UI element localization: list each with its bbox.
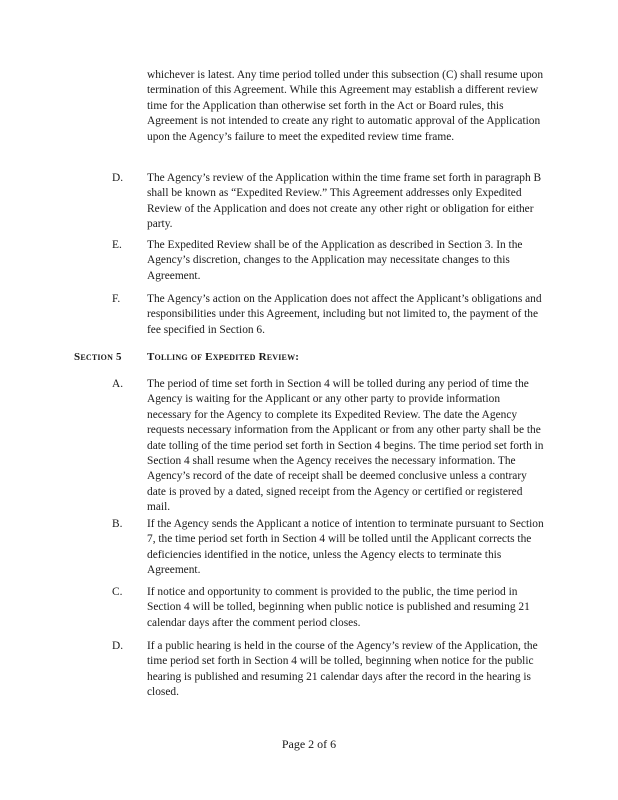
item-text-4f: The Agency’s action on the Application does not affect the Applicant’s obligations and responsibilities under this Agreement, including but not limited to, the payment of the fee specified in Section 6.: [147, 293, 542, 336]
item-letter-4f: F.: [112, 293, 121, 305]
item-letter-5b: B.: [112, 518, 123, 530]
item-text-5b: If the Agency sends the Applicant a notice of intention to terminate pursuant to Section 7, the time period set forth in Section 4 will be tolled until the Applicant corrects the deficiencies identified in the notice, unless the Agency elects to terminate this Agreement.: [147, 518, 544, 577]
item-letter-4e: E.: [112, 239, 122, 251]
continuation-paragraph: whichever is latest. Any time period tolled under this subsection (C) shall resume upon termination of this Agreement. While this Agreement may establish a different review time for the Application than otherwise set forth in the Act or Board rules, this Agreement is not intended to create any right to automatic approval of the Application upon the Agency’s failure to meet the expedited review time frame.: [147, 69, 544, 143]
item-text-5c: If notice and opportunity to comment is provided to the public, the time period in Section 4 will be tolled, beginning when public notice is published and resuming 21 calendar days after the comment period closes.: [147, 586, 530, 629]
item-letter-4d: D.: [112, 172, 124, 184]
item-text-4e: The Expedited Review shall be of the Application as described in Section 3. In the Agency’s discretion, changes to the Application may necessitate changes to this Agreement.: [147, 239, 523, 282]
item-letter-5a: A.: [112, 378, 124, 390]
item-text-5d: If a public hearing is held in the course of the Agency’s review of the Application, the time period set forth in Section 4 will be tolled, beginning when notice for the public hearing is published and resuming 21 calendar days after the record in the hearing is closed.: [147, 640, 538, 699]
item-text-4d: The Agency’s review of the Application within the time frame set forth in paragraph B shall be known as “Expedited Review.” This Agreement addresses only Expedited Review of the Application and does not create any other right or obligation for either party.: [147, 172, 542, 231]
item-text-5a: The period of time set forth in Section 4 will be tolled during any period of time the Agency is waiting for the Applicant or any other party to provide information necessary for the Agency to complete its Expedited Review. The date the Agency requests necessary information from the Applicant or from any other party shall be the date tolling of the time period set forth in Section 4 begins. The time period set forth in Section 4 shall resume when the Agency receives the necessary information. The Agency’s record of the date of receipt shall be deemed conclusive unless a contrary date is proved by a dated, signed receipt from the Agency or certified or registered mail.: [147, 378, 544, 514]
item-letter-5d: D.: [112, 640, 124, 652]
page-number-footer: Page 2 of 6: [281, 737, 337, 751]
section-number: Section 5: [74, 351, 122, 363]
item-letter-5c: C.: [112, 586, 123, 598]
section-title: Tolling of Expedited Review:: [147, 351, 300, 363]
